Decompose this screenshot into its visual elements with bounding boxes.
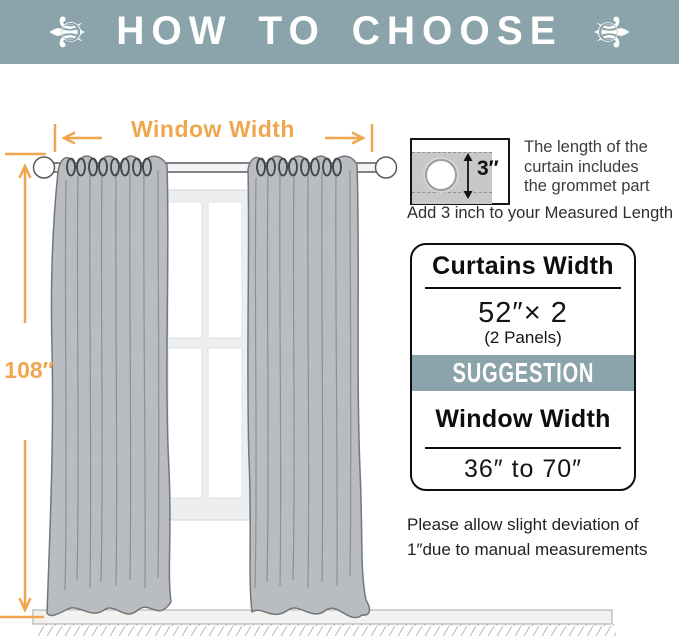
grommet-measure-arrow-icon: [461, 153, 475, 199]
size-suggestion-box: [410, 243, 636, 491]
window-frame: [158, 190, 252, 520]
grommet-stitch-line: [412, 192, 492, 193]
header-banner: [0, 0, 679, 64]
rod-finial: [34, 157, 55, 178]
window-width-title: Window Width: [435, 404, 611, 433]
fleur-de-lis-icon: ⚜: [582, 10, 639, 54]
add-length-note: Add 3 inch to your Measured Length: [407, 204, 674, 222]
window-width-annotation: Window Width: [131, 116, 295, 142]
deviation-note-line: 1″due to manual measurements: [407, 540, 648, 559]
suggestion-label: SUGGESTION: [452, 357, 594, 388]
grommet-note-line: curtain includes: [524, 157, 639, 176]
fleur-de-lis-icon: ⚜: [40, 10, 97, 54]
grommet-note-line: The length of the: [524, 138, 648, 156]
deviation-note-line: Please allow slight deviation of: [407, 515, 639, 534]
curtain-length-annotation: 108″: [4, 357, 54, 383]
curtains-width-value: [412, 289, 634, 355]
curtains-width-size: 52″× 2: [478, 296, 568, 329]
suggestion-band: [412, 355, 634, 391]
floor: [33, 610, 616, 636]
curtains-width-title: Curtains Width: [432, 251, 614, 280]
grommet-note-line: the grommet part: [524, 177, 650, 195]
rod-finial: [376, 157, 397, 178]
grommet-note: [524, 138, 650, 197]
deviation-note: [407, 512, 647, 562]
grommet-detail-box: [410, 138, 510, 205]
grommet-hole-icon: [425, 159, 457, 191]
window-width-value: 36″ to 70″: [463, 454, 583, 483]
panels-count: (2 Panels): [484, 327, 562, 347]
curtain-panel-left: [47, 156, 171, 615]
page-title: HOW TO CHOOSE: [116, 9, 563, 54]
curtain-panel-right: [248, 156, 370, 617]
grommet-measure-value: 3″: [477, 157, 499, 180]
